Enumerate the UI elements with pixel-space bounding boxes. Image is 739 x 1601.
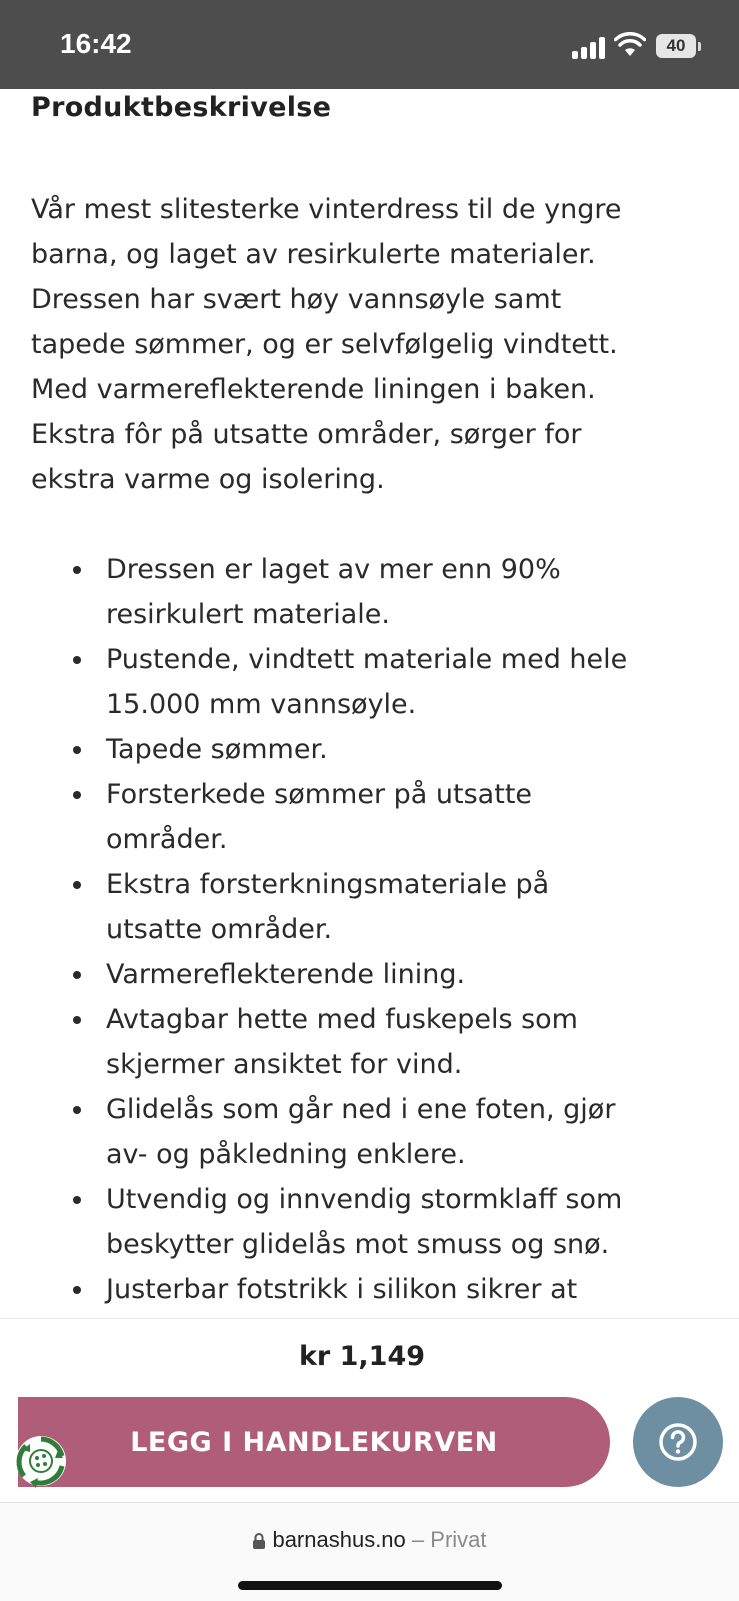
domain-text: barnashus.no <box>272 1527 406 1552</box>
status-bar <box>0 0 739 89</box>
feature-text: Pustende, vindtett materiale med hele 15.000 mm vannsøyle. <box>106 644 628 720</box>
separator: – <box>411 1527 425 1552</box>
feature-text: Justerbar fotstrikk i silikon sikrer at <box>106 1274 578 1305</box>
feature-text: Forsterkede sømmer på utsatte områder. <box>106 779 533 855</box>
lock-icon <box>252 1532 266 1550</box>
feature-item <box>106 637 691 727</box>
feature-item <box>106 952 691 997</box>
battery-nub <box>698 42 701 51</box>
status-time: 16:42 <box>60 28 132 59</box>
help-button[interactable] <box>633 1397 723 1487</box>
feature-item <box>106 1087 691 1177</box>
feature-text: Varmereflekterende lining. <box>106 959 466 990</box>
feature-list <box>31 547 691 1312</box>
feature-item <box>106 727 691 772</box>
feature-text: Tapede sømmer. <box>106 734 328 765</box>
feature-item <box>106 772 691 862</box>
feature-item <box>106 862 691 952</box>
question-mark-icon <box>658 1422 698 1462</box>
feature-item <box>106 1177 691 1267</box>
feature-text: Dressen er laget av mer enn 90% resirkulert materiale. <box>106 554 561 630</box>
feature-item <box>106 997 691 1087</box>
feature-item <box>106 1267 691 1312</box>
feature-text: Glidelås som går ned i ene foten, gjør av- og påkledning enklere. <box>106 1094 616 1170</box>
private-mode-label: Privat <box>430 1527 487 1552</box>
feature-text: Ekstra forsterkningsmateriale på utsatte områder. <box>106 869 550 945</box>
battery-icon: 40 <box>656 34 696 58</box>
url-display[interactable] <box>0 1527 739 1553</box>
cellular-signal-icon <box>572 35 608 59</box>
product-description: Vår mest slitesterke vinterdress til de yngre barna, og laget av resirkulerte materialer. Dressen har svært høy vannsøyle samt tapede sømmer, og er selvfølgelig vindtett. Med varmereflekterende liningen i baken. Ekstra fôr på utsatte områder, sørger for ekstra varme og isolering. <box>31 194 622 495</box>
recycle-badge-icon <box>14 1434 68 1488</box>
sticky-purchase-bar <box>0 1318 739 1503</box>
product-price: kr 1,149 <box>298 1341 426 1372</box>
home-indicator[interactable] <box>238 1581 502 1590</box>
feature-item <box>106 547 691 637</box>
browser-address-bar[interactable] <box>0 1502 739 1601</box>
product-description-section <box>31 89 691 1312</box>
wifi-icon <box>614 32 646 58</box>
add-to-cart-button[interactable]: LEGG I HANDLEKURVEN <box>18 1397 610 1487</box>
feature-text: Avtagbar hette med fuskepels som skjermer ansiktet for vind. <box>106 1004 578 1080</box>
section-heading: Produktbeskrivelse <box>31 92 332 123</box>
feature-text: Utvendig og innvendig stormklaff som beskytter glidelås mot smuss og snø. <box>106 1184 623 1260</box>
